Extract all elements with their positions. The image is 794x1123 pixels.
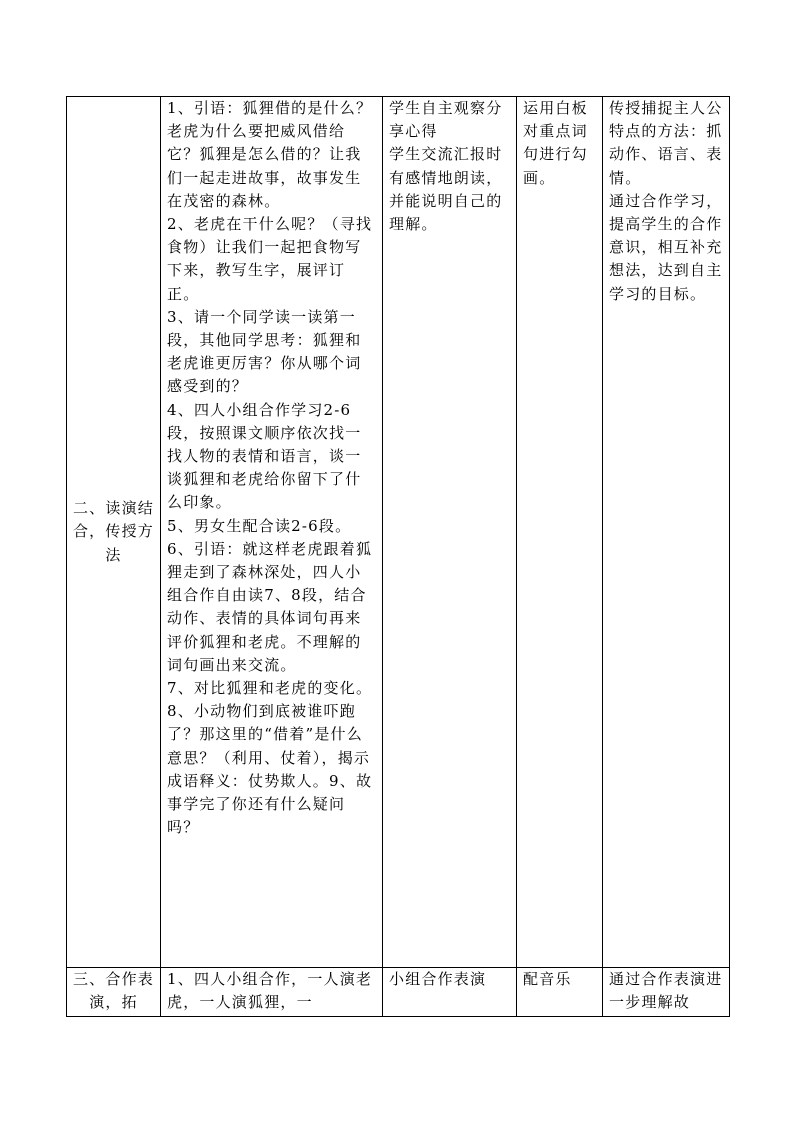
lesson-plan-table (66, 96, 730, 1017)
design-purpose-cell (603, 97, 730, 968)
teaching-steps-cell (161, 97, 383, 968)
media-text: 配音乐 (523, 970, 572, 988)
step-item: 1、引语：狐狸借的是什么？老虎为什么要把威风借给它？狐狸是怎么借的？让我们一起走进故事，故事发生在茂密的森林。 (167, 99, 373, 210)
student-activity-text: 学生自主观察分享心得 (389, 99, 503, 141)
step-item: 1、四人小组合作，一人演老虎，一人演狐狸，一 (167, 970, 373, 1012)
student-activity-text: 学生交流汇报时有感情地朗读，并能说明自己的理解。 (389, 145, 503, 234)
step-item: 5、男女生配合读2-6段。 (167, 516, 352, 535)
design-purpose-text: 通过合作表演进一步理解故 (609, 970, 723, 1012)
design-purpose-text: 传授捕捉主人公特点的方法：抓动作、语言、表情。 (609, 99, 723, 187)
section-title: 二、读演结合，传授方法 (72, 499, 154, 564)
step-item: 2、老虎在干什么呢？（寻找食物）让我们一起把食物写下来，教写生字，展评订正。 (167, 215, 373, 303)
section-title-cell (67, 97, 161, 968)
student-activity-cell (383, 97, 517, 968)
design-purpose-text: 通过合作学习，提高学生的合作意识，相互补充想法，达到自主学习的目标。 (609, 191, 723, 303)
step-item: 6、引语：就这样老虎跟着狐狸走到了森林深处，四人小组合作自由读7、8段，结合动作、表情的具体词句再来评价狐狸和老虎。不理解的词句画出来交流。 (167, 539, 373, 674)
design-purpose-cell (603, 968, 730, 1017)
section-title: 三、合作表演，拓 (72, 970, 154, 1012)
media-cell (517, 968, 603, 1017)
media-cell (517, 97, 603, 968)
section-title-cell (67, 968, 161, 1017)
student-activity-text: 小组合作表演 (389, 970, 487, 988)
step-item: 4、四人小组合作学习2-6段，按照课文顺序依次找一找人物的表情和语言，谈一谈狐狸和老虎给你留下了什么印象。 (167, 400, 362, 512)
student-activity-cell (383, 968, 517, 1017)
table-row (67, 968, 730, 1017)
step-item: 7、对比狐狸和老虎的变化。 (167, 679, 373, 698)
teaching-steps-cell (161, 968, 383, 1017)
media-text: 运用白板对重点词句进行勾画。 (523, 99, 588, 187)
table-row (67, 97, 730, 968)
step-item: 3、请一个同学读一读第一段，其他同学思考：狐狸和老虎谁更厉害？你从哪个词感受到的？ (167, 307, 362, 396)
step-item: 8、小动物们到底被谁吓跑了？那这里的“借着”是什么意思？（利用、仗着），揭示成语释义：仗势欺人。9、故事学完了你还有什么疑问吗？ (167, 702, 373, 837)
